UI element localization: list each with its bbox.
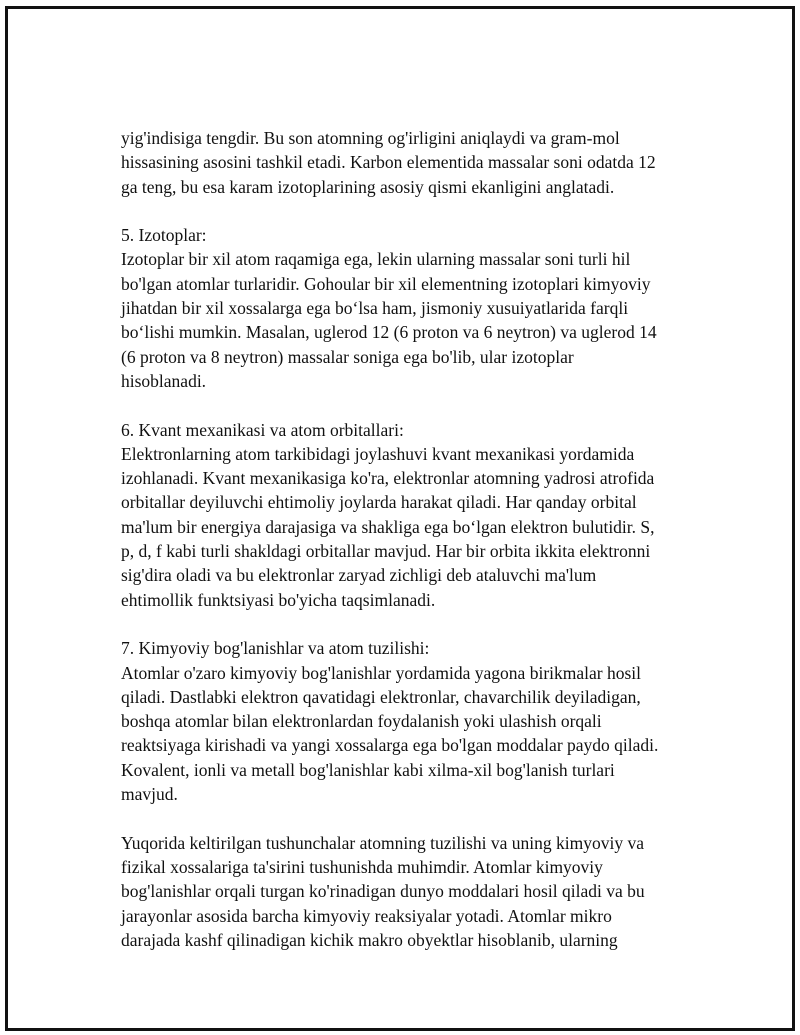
paragraph (121, 126, 701, 199)
text-line: (6 proton va 8 neytron) massalar soniga ega bo'lib, ular izotoplar (121, 346, 574, 367)
text-line: Yuqorida keltirilgan tushunchalar atomning tuzilishi va uning kimyoviy va (121, 832, 644, 853)
paragraph (121, 831, 701, 952)
text-line: jihatdan bir xil xossalarga ega bo‘lsa ham, jismoniy xusuiyatlarida farqli (121, 298, 629, 319)
paragraph (121, 223, 701, 393)
text-line: Elektronlarning atom tarkibidagi joylashuvi kvant mexanikasi yordamida (121, 443, 635, 464)
text-line: ehtimollik funktsiyasi bo'yicha taqsimlanadi. (121, 589, 436, 610)
text-line: bo‘lishi mumkin. Masalan, uglerod 12 (6 proton va 6 neytron) va uglerod 14 (121, 322, 657, 343)
text-line: 6. Kvant mexanikasi va atom orbitallari: (121, 419, 404, 440)
text-line: reaktsiyaga kirishadi va yangi xossalarga ega bo'lgan moddalar paydo qiladi. (121, 735, 659, 756)
text-line: sig'dira oladi va bu elektronlar zaryad zichligi deb ataluvchi ma'lum (121, 565, 597, 586)
text-line: jarayonlar asosida barcha kimyoviy reaksiyalar yotadi. Atomlar mikro (121, 905, 612, 926)
paragraph-gap (121, 806, 701, 830)
text-line: ga teng, bu esa karam izotoplarining asosiy qismi ekanligini anglatadi. (121, 176, 615, 197)
text-line: yig'indisiga tengdir. Bu son atomning og'irligini aniqlaydi va gram-mol (121, 128, 620, 148)
text-line: darajada kashf qilinadigan kichik makro obyektlar hisoblanib, ularning (121, 929, 618, 950)
page-frame (5, 6, 795, 1031)
text-line: hisoblanadi. (121, 370, 207, 391)
text-line: boshqa atomlar bilan elektronlardan foydalanish yoki ulashish orqali (121, 711, 602, 732)
text-line: bog'lanishlar orqali turgan ko'rinadigan dunyo moddalari hosil qiladi va bu (121, 881, 645, 902)
text-line: Atomlar o'zaro kimyoviy bog'lanishlar yordamida yagona birikmalar hosil (121, 662, 642, 683)
paragraph-gap (121, 393, 701, 417)
text-line: ma'lum bir energiya darajasiga va shakliga ega bo‘lgan elektron bulutidir. S, (121, 516, 655, 537)
paragraph-gap (121, 612, 701, 636)
paragraph (121, 636, 701, 806)
text-line: fizikal xossalariga ta'sirini tushunishda muhimdir. Atomlar kimyoviy (121, 856, 603, 877)
text-line: hissasining asosini tashkil etadi. Karbon elementida massalar soni odatda 12 (121, 152, 656, 173)
text-line: qiladi. Dastlabki elektron qavatidagi elektronlar, chavarchilik deyiladigan, (121, 686, 641, 707)
text-line: orbitallar deyiluvchi ehtimoliy joylarda harakat qiladi. Har qanday orbital (121, 492, 637, 513)
text-line: mavjud. (121, 784, 178, 805)
text-line: 7. Kimyoviy bog'lanishlar va atom tuzilishi: (121, 638, 430, 659)
text-line: Izotoplar bir xil atom raqamiga ega, lekin ularning massalar soni turli hil (121, 249, 631, 270)
document-body (121, 126, 701, 952)
text-line: bo'lgan atomlar turlaridir. Gohoular bir xil elementning izotoplari kimyoviy (121, 273, 651, 294)
text-line: Kovalent, ionli va metall bog'lanishlar kabi xilma-xil bog'lanish turlari (121, 759, 615, 780)
paragraph-gap (121, 199, 701, 223)
text-line: izohlanadi. Kvant mexanikasiga ko'ra, elektronlar atomning yadrosi atrofida (121, 468, 655, 489)
paragraph (121, 418, 701, 612)
text-line: 5. Izotoplar: (121, 225, 207, 246)
text-line: p, d, f kabi turli shakldagi orbitallar mavjud. Har bir orbita ikkita elektronni (121, 541, 651, 562)
